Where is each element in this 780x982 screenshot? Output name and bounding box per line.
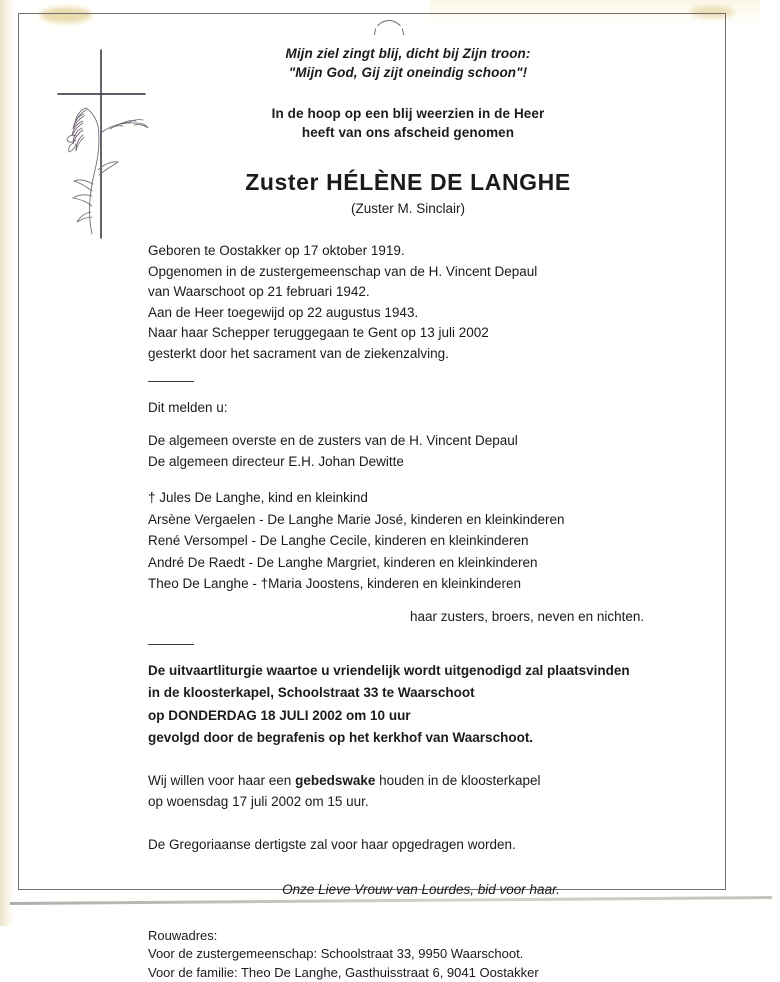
biography-block [148,241,668,364]
memorial-card-content [148,44,668,982]
funeral-line: op DONDERDAG 18 JULI 2002 om 10 uur [148,705,668,728]
mourning-address-line: Voor de familie: Theo De Langhe, Gasthuisstraat 6, 9041 Oostakker [148,964,668,982]
mourning-address-line: Voor de zustergemeenschap: Schoolstraat 33, 9950 Waarschoot. [148,945,668,964]
biography-line: van Waarschoot op 21 februari 1942. [148,282,668,303]
vigil-text-after: houden in de kloosterkapel [375,773,540,788]
deceased-name: Zuster HÉLÈNE DE LANGHE [148,168,668,196]
biography-line: Naar haar Schepper teruggegaan te Gent op 13 juli 2002 [148,323,668,344]
family-line: René Versompel - De Langhe Cecile, kinderen en kleinkinderen [148,530,668,552]
intro-line-1: In de hoop op een blij weerzien in de Heer [148,104,668,123]
biography-line: Aan de Heer toegewijd op 22 augustus 1943. [148,303,668,324]
religious-name: (Zuster M. Sinclair) [148,198,668,219]
biography-line: gesterkt door het sacrament van de ziekenzalving. [148,344,668,365]
biography-line: Geboren te Oostakker op 17 oktober 1919. [148,241,668,262]
section-divider [148,381,194,382]
funeral-line: gevolgd door de begrafenis op het kerkhof van Waarschoot. [148,727,668,750]
vigil-block [148,770,668,812]
verse-line-2: "Mijn God, Gij zijt oneindig schoon"! [148,63,668,82]
cross-with-wheat-icon [46,44,162,240]
section-divider [148,644,194,645]
funeral-block [148,660,668,750]
biography-line: Opgenomen in de zustergemeenschap van de H. Vincent Depaul [148,262,668,283]
verse-block [148,44,668,82]
intro-line-2: heeft van ons afscheid genomen [148,123,668,142]
intro-block [148,104,668,142]
vigil-line-1 [148,770,668,791]
announcer-line: De algemeen directeur E.H. Johan Dewitte [148,452,668,473]
announcement-heading: Dit melden u: [148,397,668,418]
funeral-line: in de kloosterkapel, Schoolstraat 33 te Waarschoot [148,682,668,705]
announcer-line: De algemeen overste en de zusters van de H. Vincent Depaul [148,431,668,452]
family-block [148,487,668,595]
family-line: André De Raedt - De Langhe Margriet, kinderen en kleinkinderen [148,552,668,574]
verse-line-1: Mijn ziel zingt blij, dicht bij Zijn troon: [148,44,668,63]
vigil-keyword: gebedswake [295,773,375,788]
vigil-line-2: op woensdag 17 juli 2002 om 15 uur. [148,791,668,812]
invocation-line: Onze Lieve Vrouw van Lourdes, bid voor haar. [148,879,668,900]
gregorian-line: De Gregoriaanse dertigste zal voor haar opgedragen worden. [148,834,668,855]
vigil-text-before: Wij willen voor haar een [148,773,295,788]
family-line: † Jules De Langhe, kind en kleinkind [148,487,668,509]
mourning-address-block [148,927,668,982]
relatives-line: haar zusters, broers, neven en nichten. [148,606,668,627]
announcers-block [148,431,668,472]
scan-edge-left [0,0,14,926]
family-line: Theo De Langhe - †Maria Joostens, kinderen en kleinkinderen [148,573,668,595]
family-line: Arsène Vergaelen - De Langhe Marie José, kinderen en kleinkinderen [148,509,668,531]
funeral-line: De uitvaartliturgie waartoe u vriendelijk wordt uitgenodigd zal plaatsvinden [148,660,668,683]
mourning-address-heading: Rouwadres: [148,927,668,946]
frame-arch-mask [376,26,402,30]
